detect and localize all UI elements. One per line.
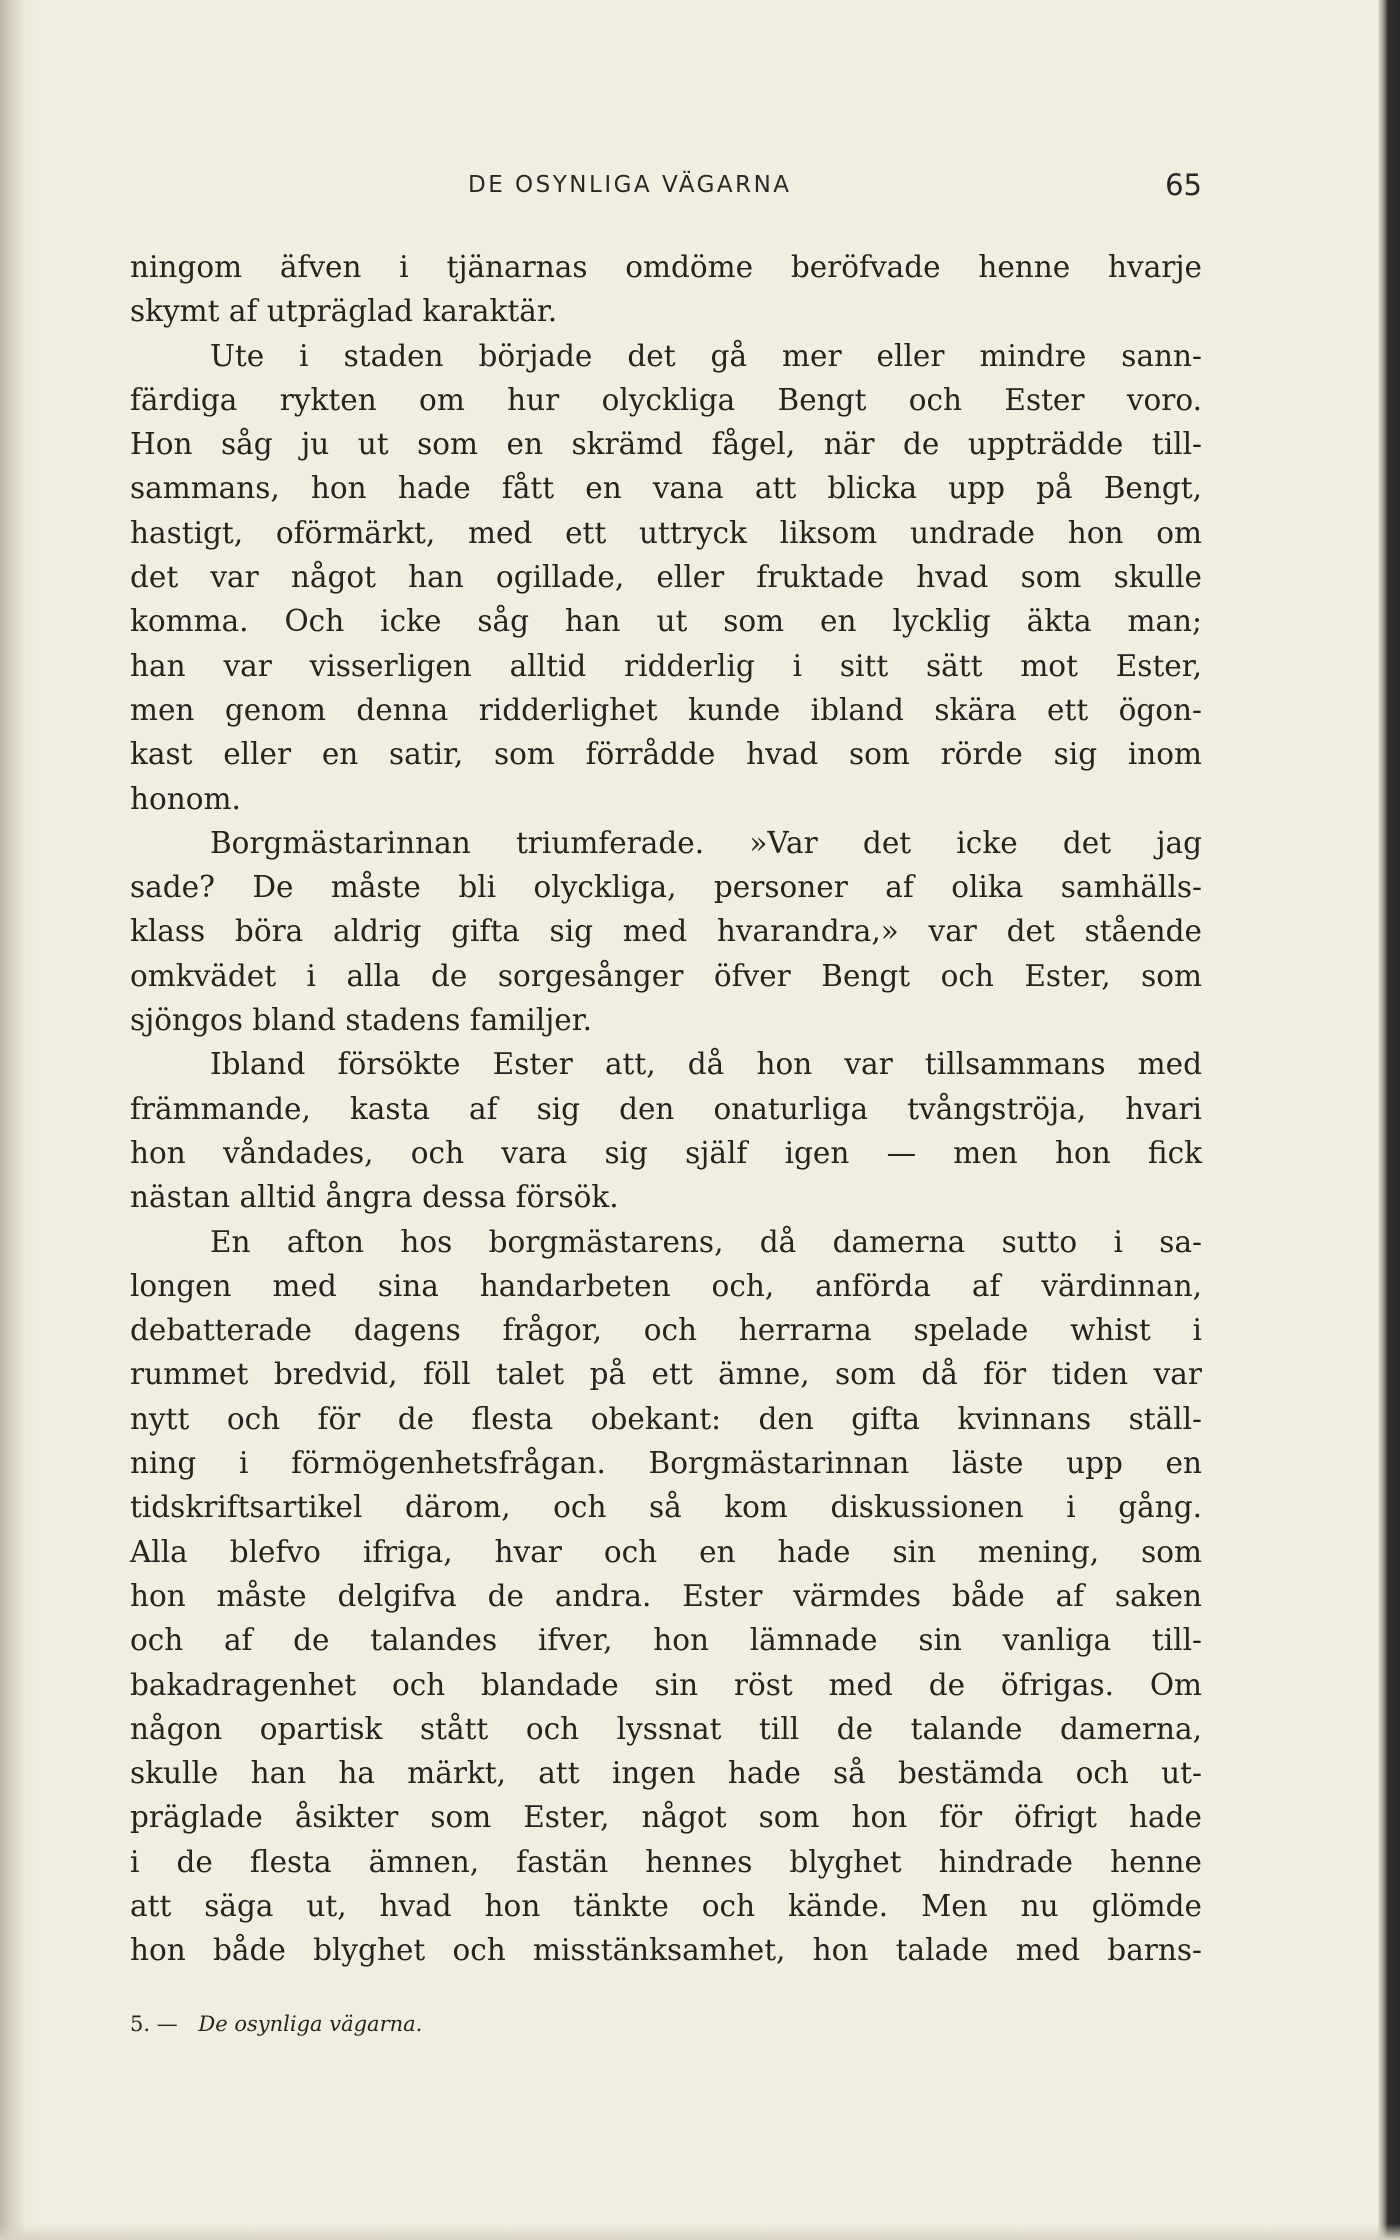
text-line: Ibland försökte Ester att, då hon var tillsammans med — [210, 1047, 1202, 1082]
text-line: En afton hos borgmästarens, då damerna sutto i sa- — [210, 1224, 1202, 1259]
text-line: sade? De måste bli olyckliga, personer af olika samhälls- — [130, 870, 1202, 905]
text-line: Alla blefvo ifriga, hvar och en hade sin mening, som — [130, 1534, 1202, 1569]
text-line: rummet bredvid, föll talet på ett ämne, som då för tiden var — [130, 1357, 1202, 1392]
text-line: främmande, kasta af sig den onaturliga tvångströja, hvari — [130, 1091, 1202, 1126]
text-line: Ute i staden började det gå mer eller mindre sann- — [210, 338, 1202, 373]
text-line: nästan alltid ångra dessa försök. — [130, 1180, 619, 1215]
signature-mark: 5. — — [130, 2012, 178, 2036]
text-line: hon både blyghet och misstänksamhet, hon talade med barns- — [130, 1933, 1202, 1968]
scan-right-edge — [1378, 0, 1400, 2240]
text-line: bakadragenhet och blandade sin röst med de öfrigas. Om — [130, 1667, 1202, 1702]
text-line: honom. — [130, 781, 241, 816]
text-line: sammans, hon hade fått en vana att blicka upp på Bengt, — [130, 471, 1202, 506]
text-line: hastigt, oförmärkt, med ett uttryck liksom undrade hon om — [130, 515, 1202, 550]
text-line: skulle han ha märkt, att ingen hade så bestämda och ut- — [130, 1756, 1202, 1791]
text-line: det var något han ogillade, eller fruktade hvad som skulle — [130, 560, 1202, 595]
text-line: klass böra aldrig gifta sig med hvarandra,» var det stående — [130, 914, 1202, 949]
text-line: Borgmästarinnan triumferade. »Var det icke det jag — [210, 825, 1202, 860]
scan-bottom-edge — [0, 2224, 1400, 2240]
text-line: i de flesta ämnen, fastän hennes blyghet hindrade henne — [130, 1844, 1202, 1879]
page-footer — [130, 2012, 422, 2036]
text-line: hon våndades, och vara sig själf igen — men hon fick — [130, 1135, 1202, 1170]
text-line: skymt af utpräglad karaktär. — [130, 294, 558, 329]
text-line: hon måste delgifva de andra. Ester värmdes både af saken — [130, 1578, 1202, 1613]
text-line: att säga ut, hvad hon tänkte och kände. Men nu glömde — [130, 1888, 1202, 1923]
text-line: någon opartisk stått och lyssnat till de talande damerna, — [130, 1711, 1202, 1746]
text-line: Hon såg ju ut som en skrämd fågel, när de uppträdde till- — [130, 427, 1202, 462]
running-title: DE OSYNLIGA VÄGARNA — [468, 172, 792, 198]
text-line: debatterade dagens frågor, och herrarna spelade whist i — [130, 1313, 1202, 1348]
text-line: och af de talandes ifver, hon lämnade sin vanliga till- — [130, 1623, 1202, 1658]
text-line: tidskriftsartikel därom, och så kom diskussionen i gång. — [130, 1490, 1202, 1525]
footer-book-title: De osynliga vägarna. — [198, 2012, 423, 2036]
body-text — [130, 245, 1202, 1973]
page-number: 65 — [1165, 168, 1202, 202]
text-line: omkvädet i alla de sorgesånger öfver Bengt och Ester, som — [130, 958, 1202, 993]
text-line: ningom äfven i tjänarnas omdöme beröfvade henne hvarje — [130, 250, 1202, 284]
text-line: komma. Och icke såg han ut som en lycklig äkta man; — [130, 604, 1202, 639]
text-line: färdiga rykten om hur olyckliga Bengt och Ester voro. — [130, 382, 1202, 417]
text-line: longen med sina handarbeten och, anförda af värdinnan, — [130, 1268, 1202, 1303]
binding-shadow — [0, 0, 24, 2240]
page-header — [130, 168, 1202, 208]
text-line: nytt och för de flesta obekant: den gifta kvinnans ställ- — [130, 1401, 1202, 1436]
text-line: han var visserligen alltid ridderlig i sitt sätt mot Ester, — [130, 648, 1202, 683]
text-line: sjöngos bland stadens familjer. — [130, 1003, 593, 1038]
text-line: ning i förmögenhetsfrågan. Borgmästarinnan läste upp en — [130, 1446, 1202, 1481]
text-line: präglade åsikter som Ester, något som hon för öfrigt hade — [130, 1800, 1202, 1835]
text-line: men genom denna ridderlighet kunde ibland skära ett ögon- — [130, 692, 1202, 727]
text-line: kast eller en satir, som förrådde hvad som rörde sig inom — [130, 737, 1202, 772]
